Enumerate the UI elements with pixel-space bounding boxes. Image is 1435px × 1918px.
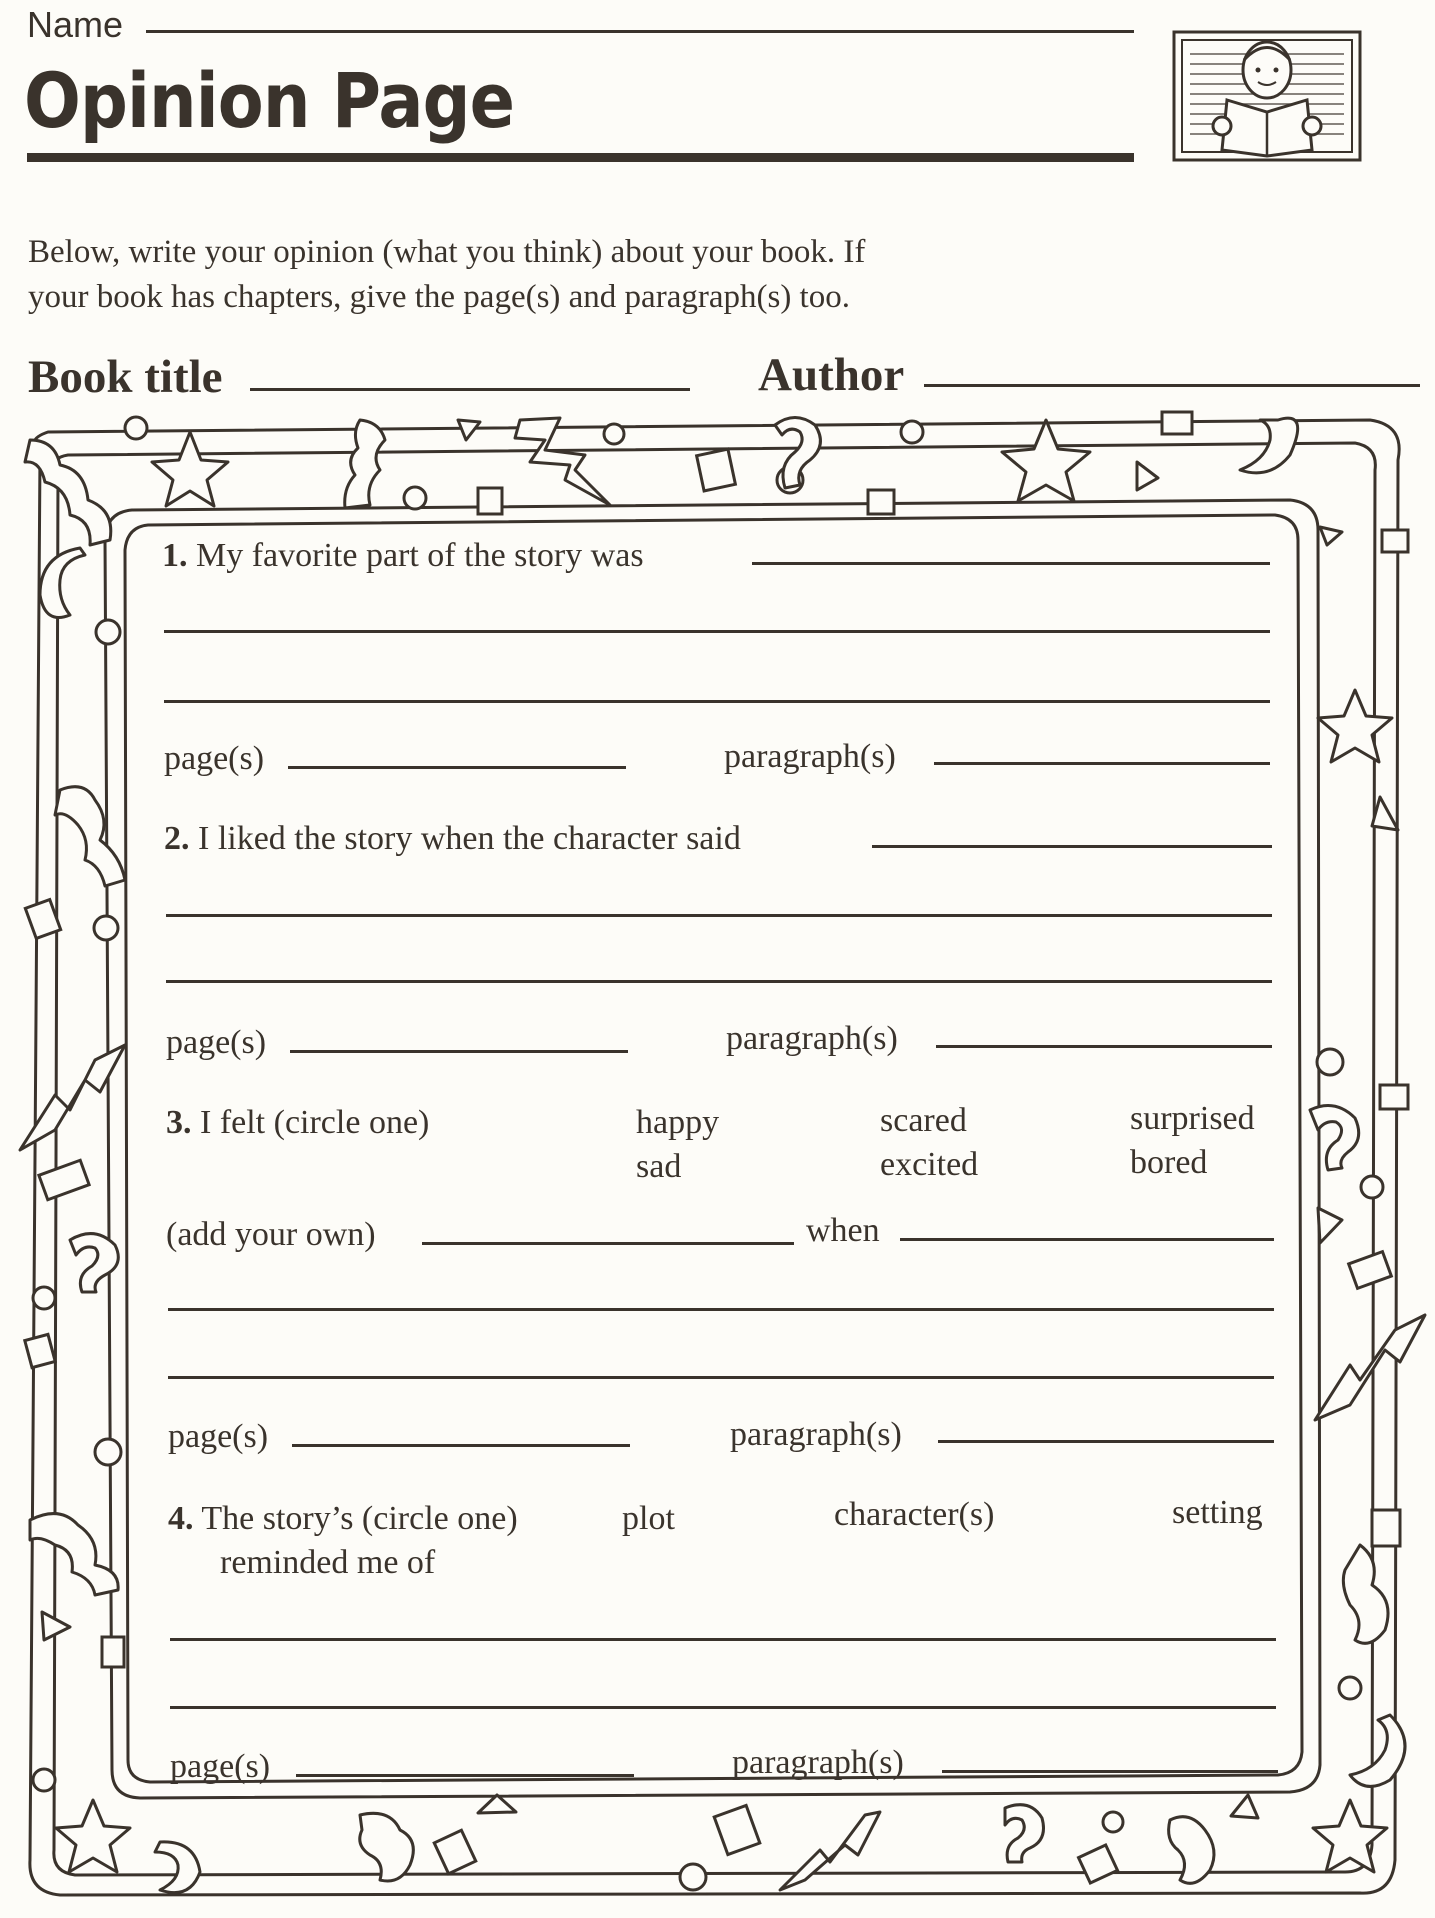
answer-1-line-3[interactable] (164, 700, 1270, 703)
add-own-field[interactable] (422, 1242, 794, 1245)
question-mark-icon (1005, 1805, 1044, 1862)
question-4-text-2: reminded me of (220, 1544, 436, 1581)
answer-3-line-2[interactable] (168, 1376, 1274, 1379)
page-field-4[interactable] (296, 1774, 634, 1777)
star-icon (1002, 420, 1090, 501)
question-mark-icon (775, 418, 820, 489)
add-own-label: (add your own) (166, 1216, 376, 1253)
answer-3-line-1[interactable] (168, 1308, 1274, 1311)
instructions-line-2: your book has chapters, give the page(s) and paragraph(s) too. (28, 279, 850, 315)
answer-1-line-2[interactable] (164, 630, 1270, 633)
star-icon (56, 1800, 130, 1872)
when-field[interactable] (900, 1238, 1274, 1241)
star-icon (1313, 1800, 1387, 1872)
question-2-number: 2. (164, 820, 190, 857)
instructions-line-1: Below, write your opinion (what you think) about your book. If (28, 234, 866, 270)
question-1 (162, 537, 644, 575)
question-2 (164, 820, 741, 858)
feeling-option-excited[interactable]: excited (880, 1146, 979, 1183)
story-option-setting[interactable]: setting (1172, 1494, 1263, 1531)
page-label-2: page(s) (166, 1024, 267, 1061)
paragraph-label-4: paragraph(s) (732, 1744, 904, 1781)
feeling-option-happy[interactable]: happy (636, 1104, 720, 1141)
lightning-icon (515, 418, 610, 505)
answer-1-line-1[interactable] (752, 562, 1270, 565)
answer-4-line-2[interactable] (170, 1706, 1276, 1709)
question-mark-icon (1310, 1106, 1359, 1171)
paragraph-field-1[interactable] (934, 762, 1270, 765)
paragraph-field-3[interactable] (938, 1440, 1274, 1443)
paragraph-field-2[interactable] (936, 1045, 1272, 1048)
question-3-number: 3. (166, 1104, 192, 1141)
question-1-text: My favorite part of the story was (196, 537, 644, 574)
page-field-2[interactable] (290, 1050, 628, 1053)
feeling-option-scared[interactable]: scared (880, 1102, 967, 1139)
question-1-number: 1. (162, 537, 188, 574)
paragraph-field-4[interactable] (942, 1770, 1278, 1773)
page-field-1[interactable] (288, 766, 626, 769)
feeling-option-sad[interactable]: sad (636, 1148, 682, 1185)
book-title-label: Book title (28, 351, 223, 403)
question-mark-icon (70, 1234, 118, 1292)
page-label-3: page(s) (168, 1418, 269, 1455)
lightning-icon (780, 1812, 880, 1890)
answer-4-line-1[interactable] (170, 1638, 1276, 1641)
page-field-3[interactable] (292, 1444, 630, 1447)
question-4-text: The story’s (circle one) (201, 1500, 518, 1537)
story-option-characters[interactable]: character(s) (834, 1496, 995, 1533)
answer-2-line-2[interactable] (166, 914, 1272, 917)
paragraph-label-2: paragraph(s) (726, 1020, 898, 1057)
question-4-number: 4. (168, 1500, 194, 1537)
lightning-icon (1315, 1315, 1425, 1420)
page-label-4: page(s) (170, 1748, 271, 1785)
star-icon (152, 432, 228, 506)
feeling-option-surprised[interactable]: surprised (1130, 1100, 1255, 1137)
when-label: when (806, 1212, 880, 1249)
question-4 (168, 1500, 518, 1538)
author-label: Author (758, 349, 905, 401)
paragraph-label-1: paragraph(s) (724, 738, 896, 775)
feeling-option-bored[interactable]: bored (1130, 1144, 1208, 1181)
star-icon (1318, 690, 1392, 762)
page-label-1: page(s) (164, 740, 265, 777)
question-3-text: I felt (circle one) (200, 1104, 430, 1141)
answer-2-line-1[interactable] (872, 845, 1272, 848)
paragraph-label-3: paragraph(s) (730, 1416, 902, 1453)
question-2-text: I liked the story when the character said (198, 820, 741, 857)
answer-2-line-3[interactable] (166, 980, 1272, 983)
story-option-plot[interactable]: plot (622, 1500, 675, 1537)
name-label: Name (27, 4, 124, 45)
page-title: Opinion Page (24, 56, 515, 145)
question-3 (166, 1104, 429, 1142)
